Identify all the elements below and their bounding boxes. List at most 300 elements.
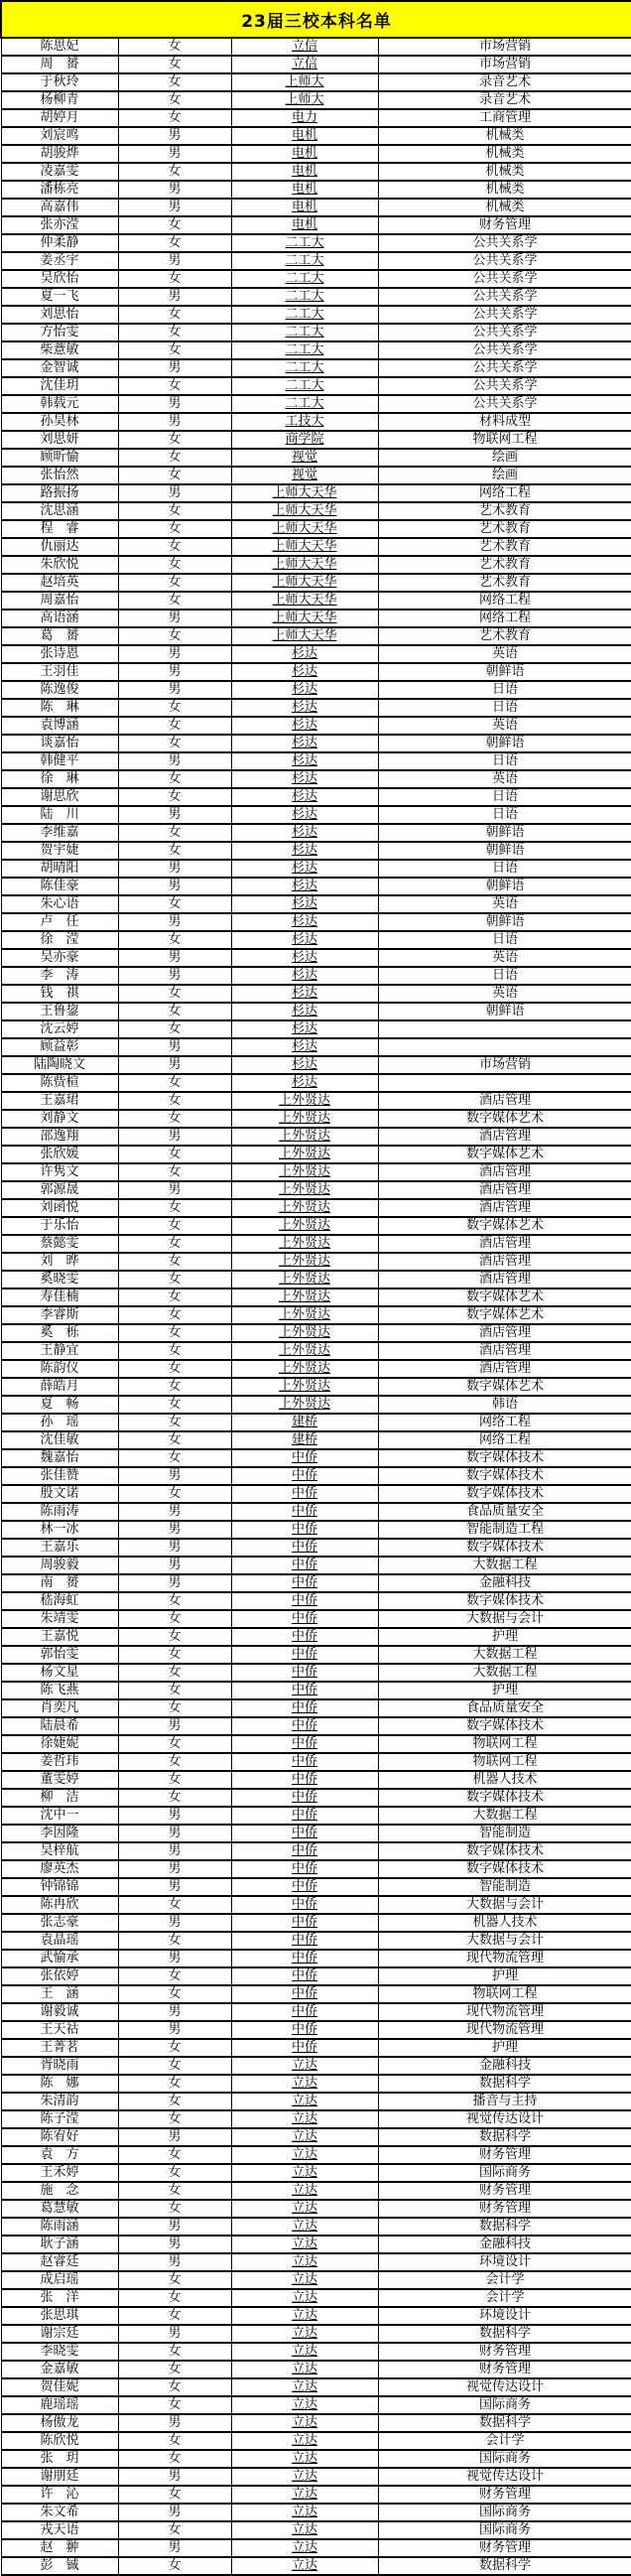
student-name-cell[interactable]: 朱清韵 <box>1 2093 118 2110</box>
major-cell[interactable]: 日语 <box>378 699 631 717</box>
school-cell[interactable]: 商学院 <box>231 431 378 449</box>
school-cell[interactable]: 杉达 <box>231 1038 378 1056</box>
student-name-cell[interactable]: 戎天语 <box>1 2521 118 2539</box>
school-cell[interactable]: 杉达 <box>231 806 378 824</box>
school-cell[interactable]: 中侨 <box>231 1807 378 1825</box>
gender-cell[interactable]: 女 <box>118 377 231 395</box>
major-cell[interactable]: 大数据工程 <box>378 1807 631 1825</box>
gender-cell[interactable]: 男 <box>118 252 231 270</box>
major-cell[interactable]: 大数据与会计 <box>378 1896 631 1914</box>
school-cell[interactable]: 二工大 <box>231 234 378 252</box>
major-cell[interactable]: 财务管理 <box>378 2146 631 2164</box>
student-name-cell[interactable]: 许隽文 <box>1 1163 118 1181</box>
gender-cell[interactable]: 女 <box>118 1163 231 1181</box>
school-cell[interactable]: 上师大天华 <box>231 556 378 574</box>
school-cell[interactable]: 电机 <box>231 145 378 163</box>
student-name-cell[interactable]: 陈思妃 <box>1 38 118 56</box>
student-name-cell[interactable]: 王 涵 <box>1 1985 118 2003</box>
student-name-cell[interactable]: 陈冉欣 <box>1 1896 118 1914</box>
school-cell[interactable]: 杉达 <box>231 895 378 913</box>
gender-cell[interactable]: 女 <box>118 1753 231 1771</box>
school-cell[interactable]: 杉达 <box>231 1056 378 1074</box>
student-name-cell[interactable]: 张 玥 <box>1 2450 118 2468</box>
student-name-cell[interactable]: 张 洋 <box>1 2289 118 2307</box>
student-name-cell[interactable]: 金嘉敏 <box>1 2361 118 2378</box>
gender-cell[interactable]: 女 <box>118 1932 231 1950</box>
school-cell[interactable]: 立达 <box>231 2075 378 2093</box>
gender-cell[interactable]: 女 <box>118 842 231 860</box>
student-name-cell[interactable]: 沈思涵 <box>1 502 118 520</box>
major-cell[interactable]: 公共关系学 <box>378 252 631 270</box>
major-cell[interactable]: 工商管理 <box>378 109 631 127</box>
gender-cell[interactable]: 男 <box>118 1717 231 1735</box>
school-cell[interactable]: 上外贤达 <box>231 1110 378 1128</box>
gender-cell[interactable]: 女 <box>118 2110 231 2128</box>
school-cell[interactable]: 中侨 <box>231 1574 378 1592</box>
student-name-cell[interactable]: 陆晨希 <box>1 1717 118 1735</box>
school-cell[interactable]: 上师大天华 <box>231 574 378 592</box>
student-name-cell[interactable]: 贺佳妮 <box>1 2378 118 2396</box>
student-name-cell[interactable]: 奚 栎 <box>1 1324 118 1342</box>
gender-cell[interactable]: 女 <box>118 2307 231 2325</box>
major-cell[interactable]: 财务管理 <box>378 2343 631 2361</box>
school-cell[interactable]: 中侨 <box>231 1485 378 1503</box>
gender-cell[interactable]: 男 <box>118 1860 231 1878</box>
student-name-cell[interactable]: 张思琪 <box>1 2307 118 2325</box>
school-cell[interactable]: 上师大 <box>231 73 378 91</box>
major-cell[interactable]: 酒店管理 <box>378 1271 631 1288</box>
gender-cell[interactable]: 男 <box>118 1056 231 1074</box>
student-name-cell[interactable]: 林一冰 <box>1 1521 118 1539</box>
school-cell[interactable]: 上外贤达 <box>231 1163 378 1181</box>
gender-cell[interactable]: 女 <box>118 234 231 252</box>
school-cell[interactable]: 上外贤达 <box>231 1324 378 1342</box>
gender-cell[interactable]: 女 <box>118 1360 231 1378</box>
major-cell[interactable]: 市场营销 <box>378 1056 631 1074</box>
school-cell[interactable]: 立达 <box>231 2271 378 2289</box>
major-cell[interactable] <box>378 1038 631 1056</box>
student-name-cell[interactable]: 贺宇婕 <box>1 842 118 860</box>
student-name-cell[interactable]: 王羽佳 <box>1 663 118 681</box>
major-cell[interactable]: 公共关系学 <box>378 288 631 306</box>
student-name-cell[interactable]: 韩载元 <box>1 395 118 413</box>
major-cell[interactable]: 酒店管理 <box>378 1342 631 1360</box>
major-cell[interactable]: 公共关系学 <box>378 395 631 413</box>
student-name-cell[interactable]: 邵逸翔 <box>1 1128 118 1146</box>
student-name-cell[interactable]: 杨柳青 <box>1 91 118 109</box>
school-cell[interactable]: 上师大 <box>231 91 378 109</box>
student-name-cell[interactable]: 朱文希 <box>1 2504 118 2521</box>
major-cell[interactable]: 市场营销 <box>378 38 631 56</box>
major-cell[interactable]: 艺术教育 <box>378 502 631 520</box>
school-cell[interactable]: 中侨 <box>231 2039 378 2057</box>
gender-cell[interactable]: 男 <box>118 2021 231 2039</box>
gender-cell[interactable]: 男 <box>118 2325 231 2343</box>
major-cell[interactable]: 酒店管理 <box>378 1324 631 1342</box>
gender-cell[interactable]: 女 <box>118 449 231 467</box>
student-name-cell[interactable]: 高语涵 <box>1 610 118 627</box>
major-cell[interactable]: 朝鲜语 <box>378 878 631 895</box>
gender-cell[interactable]: 女 <box>118 2361 231 2378</box>
gender-cell[interactable]: 男 <box>118 2468 231 2486</box>
student-name-cell[interactable]: 葛慧敏 <box>1 2200 118 2218</box>
school-cell[interactable]: 二工大 <box>231 252 378 270</box>
student-name-cell[interactable]: 胡婷月 <box>1 109 118 127</box>
student-name-cell[interactable]: 陈 娜 <box>1 2075 118 2093</box>
school-cell[interactable]: 中侨 <box>231 1664 378 1682</box>
major-cell[interactable]: 酒店管理 <box>378 1181 631 1199</box>
school-cell[interactable]: 中侨 <box>231 1753 378 1771</box>
major-cell[interactable]: 数据科学 <box>378 2075 631 2093</box>
student-name-cell[interactable]: 于乐怡 <box>1 1217 118 1235</box>
major-cell[interactable]: 酒店管理 <box>378 1235 631 1253</box>
gender-cell[interactable]: 女 <box>118 2271 231 2289</box>
school-cell[interactable]: 二工大 <box>231 377 378 395</box>
major-cell[interactable]: 视觉传达设计 <box>378 2378 631 2396</box>
gender-cell[interactable]: 男 <box>118 2003 231 2021</box>
school-cell[interactable]: 中侨 <box>231 1539 378 1557</box>
major-cell[interactable]: 国际商务 <box>378 2504 631 2521</box>
major-cell[interactable]: 网络工程 <box>378 484 631 502</box>
gender-cell[interactable]: 女 <box>118 1253 231 1271</box>
gender-cell[interactable]: 女 <box>118 2378 231 2396</box>
school-cell[interactable]: 立达 <box>231 2343 378 2361</box>
school-cell[interactable]: 上外贤达 <box>231 1378 378 1396</box>
major-cell[interactable]: 数据科学 <box>378 2414 631 2432</box>
student-name-cell[interactable]: 王鲁鋆 <box>1 1003 118 1020</box>
student-name-cell[interactable]: 董雯婷 <box>1 1771 118 1789</box>
student-name-cell[interactable]: 陈 琳 <box>1 699 118 717</box>
school-cell[interactable]: 中侨 <box>231 1842 378 1860</box>
major-cell[interactable]: 大数据工程 <box>378 1557 631 1574</box>
school-cell[interactable]: 中侨 <box>231 1682 378 1699</box>
student-name-cell[interactable]: 葛 赟 <box>1 627 118 645</box>
major-cell[interactable]: 艺术教育 <box>378 538 631 556</box>
student-name-cell[interactable]: 姜哲玮 <box>1 1753 118 1771</box>
school-cell[interactable]: 中侨 <box>231 1557 378 1574</box>
major-cell[interactable]: 市场营销 <box>378 56 631 73</box>
gender-cell[interactable]: 女 <box>118 73 231 91</box>
school-cell[interactable]: 杉达 <box>231 717 378 735</box>
student-name-cell[interactable]: 柳 洁 <box>1 1789 118 1807</box>
student-name-cell[interactable]: 方怡雯 <box>1 324 118 341</box>
gender-cell[interactable]: 女 <box>118 341 231 359</box>
student-name-cell[interactable]: 李睿斯 <box>1 1306 118 1324</box>
major-cell[interactable]: 智能制造 <box>378 1825 631 1842</box>
gender-cell[interactable]: 女 <box>118 1646 231 1664</box>
gender-cell[interactable]: 女 <box>118 985 231 1003</box>
gender-cell[interactable]: 女 <box>118 502 231 520</box>
school-cell[interactable]: 上外贤达 <box>231 1092 378 1110</box>
school-cell[interactable]: 杉达 <box>231 967 378 985</box>
major-cell[interactable]: 数据科学 <box>378 2128 631 2146</box>
gender-cell[interactable]: 女 <box>118 1342 231 1360</box>
gender-cell[interactable]: 女 <box>118 1306 231 1324</box>
student-name-cell[interactable]: 王禾婷 <box>1 2164 118 2182</box>
school-cell[interactable]: 上外贤达 <box>231 1306 378 1324</box>
school-cell[interactable]: 上外贤达 <box>231 1288 378 1306</box>
gender-cell[interactable]: 女 <box>118 2039 231 2057</box>
school-cell[interactable]: 中侨 <box>231 1735 378 1753</box>
gender-cell[interactable]: 女 <box>118 2557 231 2575</box>
major-cell[interactable]: 护理 <box>378 1682 631 1699</box>
student-name-cell[interactable]: 卢 任 <box>1 913 118 931</box>
major-cell[interactable]: 物联网工程 <box>378 1985 631 2003</box>
major-cell[interactable]: 机械类 <box>378 127 631 145</box>
major-cell[interactable]: 酒店管理 <box>378 1253 631 1271</box>
school-cell[interactable]: 立信 <box>231 38 378 56</box>
student-name-cell[interactable]: 谈嘉怡 <box>1 735 118 752</box>
gender-cell[interactable]: 女 <box>118 895 231 913</box>
major-cell[interactable]: 财务管理 <box>378 2182 631 2200</box>
student-name-cell[interactable]: 陈赀楦 <box>1 1074 118 1092</box>
student-name-cell[interactable]: 许 沁 <box>1 2486 118 2504</box>
major-cell[interactable]: 数字媒体艺术 <box>378 1217 631 1235</box>
gender-cell[interactable]: 男 <box>118 1557 231 1574</box>
major-cell[interactable]: 网络工程 <box>378 610 631 627</box>
school-cell[interactable]: 中侨 <box>231 1950 378 1967</box>
school-cell[interactable]: 建桥 <box>231 1431 378 1449</box>
school-cell[interactable]: 杉达 <box>231 913 378 931</box>
major-cell[interactable]: 金融科技 <box>378 2057 631 2075</box>
gender-cell[interactable]: 女 <box>118 931 231 949</box>
school-cell[interactable]: 上师大天华 <box>231 627 378 645</box>
school-cell[interactable]: 立达 <box>231 2128 378 2146</box>
student-name-cell[interactable]: 夏一飞 <box>1 288 118 306</box>
major-cell[interactable]: 环境设计 <box>378 2307 631 2325</box>
school-cell[interactable]: 立达 <box>231 2182 378 2200</box>
major-cell[interactable]: 公共关系学 <box>378 306 631 324</box>
student-name-cell[interactable]: 沈中一 <box>1 1807 118 1825</box>
major-cell[interactable]: 会计学 <box>378 2289 631 2307</box>
major-cell[interactable]: 视觉传达设计 <box>378 2110 631 2128</box>
school-cell[interactable]: 中侨 <box>231 1610 378 1628</box>
major-cell[interactable]: 日语 <box>378 931 631 949</box>
gender-cell[interactable]: 女 <box>118 2486 231 2504</box>
school-cell[interactable]: 立达 <box>231 2521 378 2539</box>
school-cell[interactable]: 中侨 <box>231 1789 378 1807</box>
major-cell[interactable]: 财务管理 <box>378 216 631 234</box>
major-cell[interactable]: 数字媒体技术 <box>378 1539 631 1557</box>
gender-cell[interactable]: 女 <box>118 38 231 56</box>
gender-cell[interactable]: 女 <box>118 1789 231 1807</box>
school-cell[interactable]: 电机 <box>231 216 378 234</box>
major-cell[interactable]: 视觉传达设计 <box>378 2468 631 2486</box>
major-cell[interactable]: 数字媒体艺术 <box>378 1110 631 1128</box>
school-cell[interactable]: 视觉 <box>231 449 378 467</box>
major-cell[interactable]: 酒店管理 <box>378 1092 631 1110</box>
student-name-cell[interactable]: 施 念 <box>1 2182 118 2200</box>
student-name-cell[interactable]: 廖英杰 <box>1 1860 118 1878</box>
student-name-cell[interactable]: 吴梓航 <box>1 1842 118 1860</box>
student-name-cell[interactable]: 赵培英 <box>1 574 118 592</box>
student-name-cell[interactable]: 彭 铖 <box>1 2557 118 2575</box>
school-cell[interactable]: 上外贤达 <box>231 1199 378 1217</box>
major-cell[interactable]: 公共关系学 <box>378 377 631 395</box>
student-name-cell[interactable]: 肖奕凡 <box>1 1699 118 1717</box>
school-cell[interactable]: 中侨 <box>231 1860 378 1878</box>
student-name-cell[interactable]: 陈雨涛 <box>1 1503 118 1521</box>
school-cell[interactable]: 中侨 <box>231 1503 378 1521</box>
gender-cell[interactable]: 女 <box>118 627 231 645</box>
major-cell[interactable]: 酒店管理 <box>378 1199 631 1217</box>
student-name-cell[interactable]: 刘思妍 <box>1 431 118 449</box>
student-name-cell[interactable]: 杨文星 <box>1 1664 118 1682</box>
student-name-cell[interactable]: 王天祜 <box>1 2021 118 2039</box>
major-cell[interactable]: 播音与主持 <box>378 2093 631 2110</box>
school-cell[interactable]: 立达 <box>231 2486 378 2504</box>
student-name-cell[interactable]: 沈佳玥 <box>1 377 118 395</box>
student-name-cell[interactable]: 王嘉乐 <box>1 1539 118 1557</box>
major-cell[interactable]: 艺术教育 <box>378 574 631 592</box>
student-name-cell[interactable]: 张欣媛 <box>1 1146 118 1163</box>
school-cell[interactable]: 杉达 <box>231 681 378 699</box>
school-cell[interactable]: 立达 <box>231 2236 378 2253</box>
major-cell[interactable]: 数据科学 <box>378 2218 631 2236</box>
school-cell[interactable]: 中侨 <box>231 1825 378 1842</box>
student-name-cell[interactable]: 仇丽达 <box>1 538 118 556</box>
gender-cell[interactable]: 女 <box>118 1985 231 2003</box>
school-cell[interactable]: 上外贤达 <box>231 1146 378 1163</box>
student-name-cell[interactable]: 沈佳敏 <box>1 1431 118 1449</box>
student-name-cell[interactable]: 沈云婷 <box>1 1020 118 1038</box>
school-cell[interactable]: 立达 <box>231 2378 378 2396</box>
school-cell[interactable]: 立达 <box>231 2289 378 2307</box>
major-cell[interactable]: 财务管理 <box>378 2486 631 2504</box>
gender-cell[interactable]: 男 <box>118 645 231 663</box>
school-cell[interactable]: 上师大天华 <box>231 484 378 502</box>
school-cell[interactable]: 视觉 <box>231 467 378 484</box>
major-cell[interactable]: 韩语 <box>378 1396 631 1414</box>
gender-cell[interactable]: 男 <box>118 1503 231 1521</box>
gender-cell[interactable]: 女 <box>118 2093 231 2110</box>
major-cell[interactable]: 机械类 <box>378 199 631 216</box>
major-cell[interactable]: 日语 <box>378 752 631 770</box>
student-name-cell[interactable]: 陈子滢 <box>1 2110 118 2128</box>
student-name-cell[interactable]: 周嘉怡 <box>1 592 118 610</box>
gender-cell[interactable]: 女 <box>118 1699 231 1717</box>
gender-cell[interactable]: 男 <box>118 913 231 931</box>
student-name-cell[interactable]: 陈佳豪 <box>1 878 118 895</box>
gender-cell[interactable]: 女 <box>118 467 231 484</box>
gender-cell[interactable]: 女 <box>118 1449 231 1467</box>
major-cell[interactable]: 录音艺术 <box>378 73 631 91</box>
major-cell[interactable]: 财务管理 <box>378 2200 631 2218</box>
school-cell[interactable]: 立达 <box>231 2325 378 2343</box>
major-cell[interactable]: 大数据与会计 <box>378 1932 631 1950</box>
major-cell[interactable]: 国际商务 <box>378 2396 631 2414</box>
student-name-cell[interactable]: 张依婷 <box>1 1967 118 1985</box>
school-cell[interactable]: 电力 <box>231 109 378 127</box>
major-cell[interactable]: 物联网工程 <box>378 1753 631 1771</box>
student-name-cell[interactable]: 王静宜 <box>1 1342 118 1360</box>
school-cell[interactable]: 杉达 <box>231 931 378 949</box>
major-cell[interactable]: 日语 <box>378 860 631 878</box>
school-cell[interactable]: 二工大 <box>231 288 378 306</box>
school-cell[interactable]: 上外贤达 <box>231 1235 378 1253</box>
student-name-cell[interactable]: 张佳赞 <box>1 1467 118 1485</box>
major-cell[interactable]: 数据科学 <box>378 2325 631 2343</box>
school-cell[interactable]: 中侨 <box>231 1717 378 1735</box>
major-cell[interactable]: 国际商务 <box>378 2521 631 2539</box>
gender-cell[interactable]: 男 <box>118 1950 231 1967</box>
gender-cell[interactable]: 男 <box>118 199 231 216</box>
student-name-cell[interactable]: 刘宸鸣 <box>1 127 118 145</box>
student-name-cell[interactable]: 赵 翀 <box>1 2539 118 2557</box>
gender-cell[interactable]: 男 <box>118 413 231 431</box>
student-name-cell[interactable]: 朱靖雯 <box>1 1610 118 1628</box>
gender-cell[interactable]: 女 <box>118 1217 231 1235</box>
school-cell[interactable]: 电机 <box>231 163 378 181</box>
student-name-cell[interactable]: 李因隆 <box>1 1825 118 1842</box>
major-cell[interactable]: 会计学 <box>378 2271 631 2289</box>
major-cell[interactable]: 公共关系学 <box>378 341 631 359</box>
major-cell[interactable]: 日语 <box>378 788 631 806</box>
student-name-cell[interactable]: 魏嘉怡 <box>1 1449 118 1467</box>
gender-cell[interactable]: 女 <box>118 2164 231 2182</box>
student-name-cell[interactable]: 姜丞宇 <box>1 252 118 270</box>
gender-cell[interactable]: 女 <box>118 824 231 842</box>
gender-cell[interactable]: 男 <box>118 681 231 699</box>
student-name-cell[interactable]: 胥晓雨 <box>1 2057 118 2075</box>
student-name-cell[interactable]: 杨傲龙 <box>1 2414 118 2432</box>
student-name-cell[interactable]: 陈逸俊 <box>1 681 118 699</box>
student-name-cell[interactable]: 袁博涵 <box>1 717 118 735</box>
school-cell[interactable]: 中侨 <box>231 1699 378 1717</box>
major-cell[interactable]: 数字媒体技术 <box>378 1842 631 1860</box>
school-cell[interactable]: 中侨 <box>231 1914 378 1932</box>
student-name-cell[interactable]: 陈雨涵 <box>1 2218 118 2236</box>
gender-cell[interactable]: 男 <box>118 1539 231 1557</box>
student-name-cell[interactable]: 程 睿 <box>1 520 118 538</box>
school-cell[interactable]: 上师大天华 <box>231 502 378 520</box>
gender-cell[interactable]: 女 <box>118 1199 231 1217</box>
school-cell[interactable]: 立达 <box>231 2414 378 2432</box>
school-cell[interactable]: 二工大 <box>231 341 378 359</box>
student-name-cell[interactable]: 张怡然 <box>1 467 118 484</box>
school-cell[interactable]: 上师大天华 <box>231 520 378 538</box>
student-name-cell[interactable]: 谢思欣 <box>1 788 118 806</box>
major-cell[interactable]: 数字媒体技术 <box>378 1592 631 1610</box>
gender-cell[interactable]: 女 <box>118 306 231 324</box>
school-cell[interactable]: 立达 <box>231 2146 378 2164</box>
school-cell[interactable]: 立达 <box>231 2307 378 2325</box>
student-name-cell[interactable]: 李晓雯 <box>1 2343 118 2361</box>
school-cell[interactable]: 杉达 <box>231 699 378 717</box>
student-name-cell[interactable]: 成启瑶 <box>1 2271 118 2289</box>
school-cell[interactable]: 工技大 <box>231 413 378 431</box>
school-cell[interactable]: 上外贤达 <box>231 1342 378 1360</box>
gender-cell[interactable]: 女 <box>118 109 231 127</box>
major-cell[interactable]: 现代物流管理 <box>378 2021 631 2039</box>
student-name-cell[interactable]: 刘思怡 <box>1 306 118 324</box>
major-cell[interactable]: 日语 <box>378 681 631 699</box>
major-cell[interactable]: 数字媒体技术 <box>378 1485 631 1503</box>
student-name-cell[interactable]: 潘栋亮 <box>1 181 118 199</box>
student-name-cell[interactable]: 南 赟 <box>1 1574 118 1592</box>
gender-cell[interactable]: 女 <box>118 1092 231 1110</box>
gender-cell[interactable]: 男 <box>118 2253 231 2271</box>
student-name-cell[interactable]: 徐 琳 <box>1 770 118 788</box>
school-cell[interactable]: 立达 <box>231 2253 378 2271</box>
gender-cell[interactable]: 女 <box>118 1324 231 1342</box>
major-cell[interactable]: 朝鲜语 <box>378 1003 631 1020</box>
gender-cell[interactable]: 女 <box>118 1020 231 1038</box>
gender-cell[interactable]: 女 <box>118 1967 231 1985</box>
gender-cell[interactable]: 男 <box>118 2128 231 2146</box>
school-cell[interactable]: 中侨 <box>231 1932 378 1950</box>
gender-cell[interactable]: 女 <box>118 2289 231 2307</box>
